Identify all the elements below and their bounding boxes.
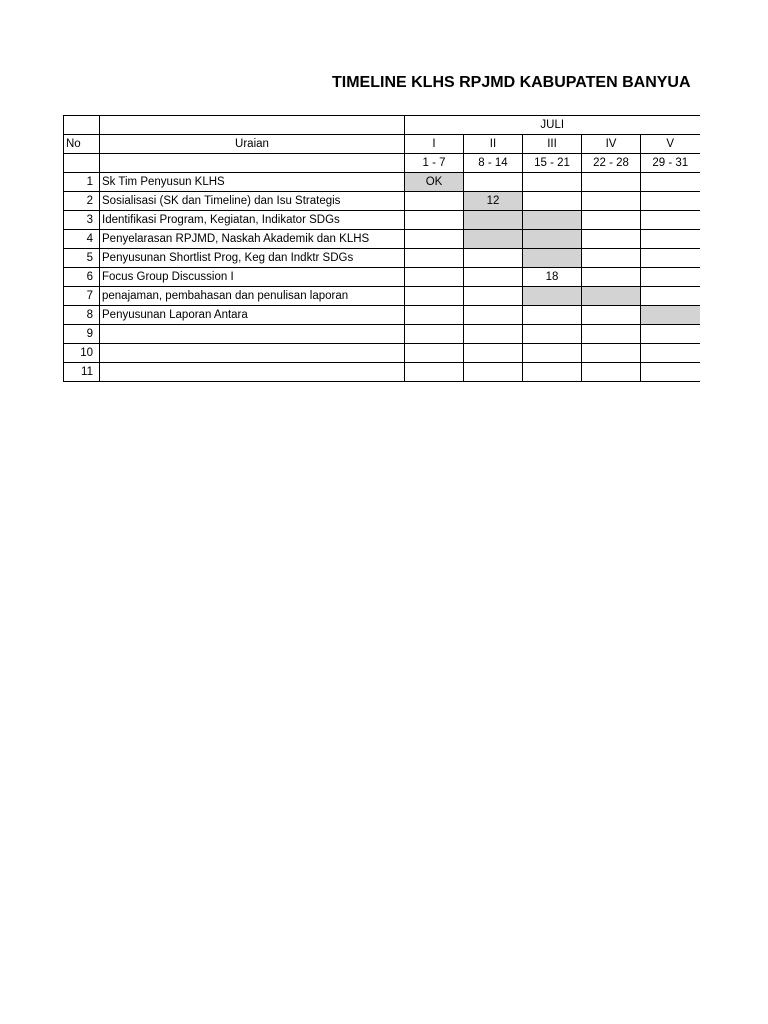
table-row [64, 192, 700, 211]
row-number: 1 [64, 173, 100, 192]
schedule-cell [582, 306, 641, 325]
schedule-cell-active [523, 249, 582, 268]
schedule-cell [405, 211, 464, 230]
table-row [64, 230, 700, 249]
schedule-cell [641, 249, 700, 268]
activity-description: penajaman, pembahasan dan penulisan laporan [100, 287, 405, 306]
page-title: TIMELINE KLHS RPJMD KABUPATEN BANYUA [332, 74, 691, 91]
activity-description [100, 363, 405, 382]
schedule-cell [523, 325, 582, 344]
schedule-cell-active [582, 287, 641, 306]
activity-description: Identifikasi Program, Kegiatan, Indikator SDGs [100, 211, 405, 230]
col-desc-header: Uraian [100, 135, 405, 154]
table-row [64, 173, 700, 192]
schedule-cell-active [464, 211, 523, 230]
schedule-cell-active [523, 287, 582, 306]
date-range-header: 1 - 7 [405, 154, 464, 173]
row-number: 3 [64, 211, 100, 230]
table-row [64, 306, 700, 325]
schedule-cell [405, 249, 464, 268]
header-row-ranges [64, 154, 700, 173]
schedule-cell [523, 363, 582, 382]
header-row-month [64, 116, 700, 135]
date-range-header: 8 - 14 [464, 154, 523, 173]
schedule-cell [641, 173, 700, 192]
header-blank-cell [64, 116, 100, 135]
schedule-cell [641, 211, 700, 230]
row-number: 6 [64, 268, 100, 287]
schedule-cell [641, 230, 700, 249]
schedule-cell [641, 287, 700, 306]
schedule-cell-active [641, 306, 700, 325]
schedule-cell [405, 306, 464, 325]
schedule-cell [405, 363, 464, 382]
table-row [64, 249, 700, 268]
schedule-cell [523, 306, 582, 325]
timeline-table [63, 115, 700, 382]
table-row [64, 363, 700, 382]
activity-description [100, 344, 405, 363]
schedule-cell-active: 12 [464, 192, 523, 211]
row-number: 8 [64, 306, 100, 325]
activity-description: Focus Group Discussion I [100, 268, 405, 287]
schedule-cell [464, 306, 523, 325]
schedule-cell-active: OK [405, 173, 464, 192]
table-row [64, 268, 700, 287]
date-range-header: 29 - 31 [641, 154, 700, 173]
schedule-cell [464, 173, 523, 192]
schedule-cell [582, 268, 641, 287]
schedule-cell-active [464, 230, 523, 249]
table-row [64, 211, 700, 230]
schedule-cell [641, 192, 700, 211]
schedule-cell [582, 230, 641, 249]
row-number: 7 [64, 287, 100, 306]
schedule-cell [523, 173, 582, 192]
date-range-header: 22 - 28 [582, 154, 641, 173]
schedule-cell [582, 173, 641, 192]
schedule-cell [464, 287, 523, 306]
row-number: 4 [64, 230, 100, 249]
schedule-cell [405, 192, 464, 211]
week-header: II [464, 135, 523, 154]
col-no-header: No [64, 135, 100, 154]
schedule-cell: 18 [523, 268, 582, 287]
schedule-cell [405, 268, 464, 287]
schedule-cell [641, 363, 700, 382]
schedule-cell [582, 249, 641, 268]
schedule-cell [582, 344, 641, 363]
header-blank-cell [100, 116, 405, 135]
schedule-cell [641, 268, 700, 287]
schedule-cell [464, 344, 523, 363]
table-row [64, 325, 700, 344]
activity-description [100, 325, 405, 344]
activity-description: Penyusunan Shortlist Prog, Keg dan Indktr SDGs [100, 249, 405, 268]
schedule-cell [523, 344, 582, 363]
week-header: IV [582, 135, 641, 154]
header-row-weeks [64, 135, 700, 154]
schedule-cell-active [523, 230, 582, 249]
activity-description: Penyelarasan RPJMD, Naskah Akademik dan KLHS [100, 230, 405, 249]
week-header: III [523, 135, 582, 154]
schedule-cell [582, 211, 641, 230]
table-row [64, 287, 700, 306]
schedule-cell-active [523, 211, 582, 230]
month-header: JULI [405, 116, 700, 135]
table-row [64, 344, 700, 363]
row-number: 10 [64, 344, 100, 363]
schedule-cell [464, 325, 523, 344]
date-range-header: 15 - 21 [523, 154, 582, 173]
schedule-cell [582, 363, 641, 382]
row-number: 11 [64, 363, 100, 382]
activity-description: Sk Tim Penyusun KLHS [100, 173, 405, 192]
schedule-cell [405, 344, 464, 363]
schedule-cell [641, 344, 700, 363]
schedule-cell [464, 363, 523, 382]
schedule-cell [582, 192, 641, 211]
header-blank-cell [64, 154, 100, 173]
row-number: 2 [64, 192, 100, 211]
schedule-cell [405, 287, 464, 306]
schedule-cell [464, 249, 523, 268]
schedule-cell [405, 325, 464, 344]
activity-description: Sosialisasi (SK dan Timeline) dan Isu Strategis [100, 192, 405, 211]
header-blank-cell [100, 154, 405, 173]
schedule-cell [464, 268, 523, 287]
schedule-cell [582, 325, 641, 344]
week-header: I [405, 135, 464, 154]
schedule-cell [523, 192, 582, 211]
row-number: 9 [64, 325, 100, 344]
week-header: V [641, 135, 700, 154]
row-number: 5 [64, 249, 100, 268]
schedule-cell [641, 325, 700, 344]
activity-description: Penyusunan Laporan Antara [100, 306, 405, 325]
schedule-cell [405, 230, 464, 249]
